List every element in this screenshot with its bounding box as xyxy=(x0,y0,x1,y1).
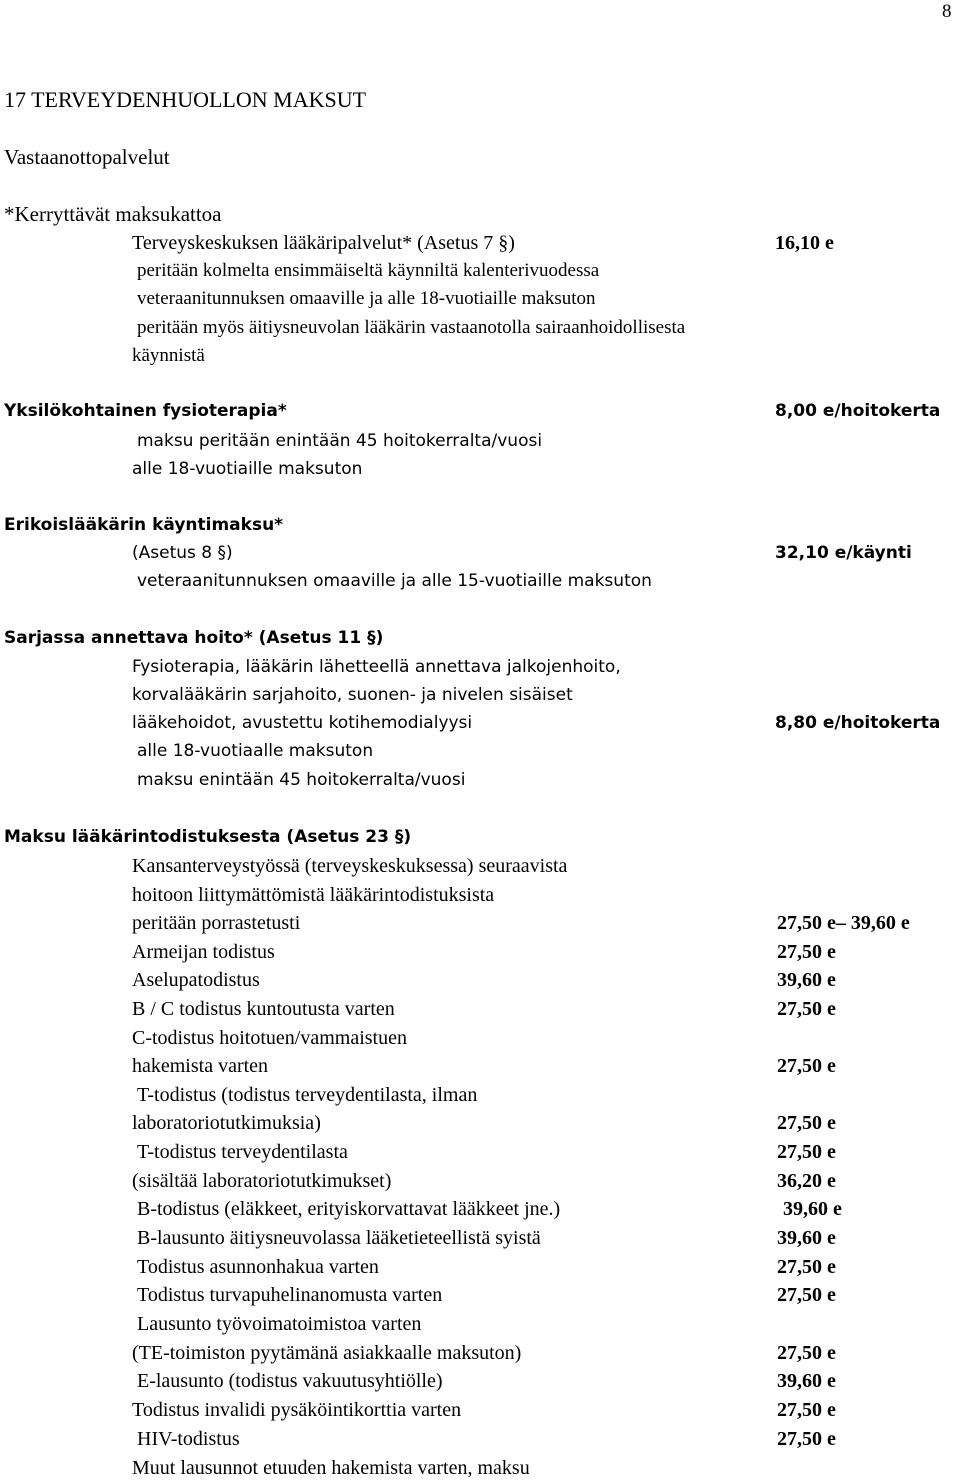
specialist-note: veteraanitunnuksen omaaville ja alle 15-vuotiaille maksuton xyxy=(137,571,652,591)
subtitle: Vastaanottopalvelut xyxy=(4,145,170,169)
cert-row-text: Armeijan todistus xyxy=(132,941,275,963)
doctor-note-1: peritään kolmelta ensimmäiseltä käynniltä kalenterivuodessa xyxy=(137,260,600,281)
specialist-label: Erikoislääkärin käyntimaksu* xyxy=(4,515,284,535)
serial-note-4: alle 18-vuotiaalle maksuton xyxy=(137,741,374,761)
cert-row-text: Aselupatodistus xyxy=(132,969,260,991)
cert-row-text: C-todistus hoitotuen/vammaistuen xyxy=(132,1027,407,1049)
cert-row-text: Lausunto työvoimatoimistoa varten xyxy=(137,1313,422,1335)
cert-row-text: (sisältää laboratoriotutkimukset) xyxy=(132,1170,392,1192)
cert-row-price: 39,60 e xyxy=(783,1198,842,1220)
serial-note-1: Fysioterapia, lääkärin lähetteellä annettava jalkojenhoito, xyxy=(132,657,621,677)
cert-row-price: 27,50 e xyxy=(777,1055,836,1077)
cert-row-text: Kansanterveystyössä (terveyskeskuksessa) seuraavista xyxy=(132,855,568,877)
cert-row-price: 27,50 e xyxy=(777,1428,836,1450)
serial-note-3: lääkehoidot, avustettu kotihemodialyysi xyxy=(132,713,473,733)
doctor-note-2: veteraanitunnuksen omaaville ja alle 18-vuotiaille maksuton xyxy=(137,288,596,309)
doctor-note-3: peritään myös äitiysneuvolan lääkärin vastaanotolla sairaanhoidollisesta xyxy=(137,317,686,338)
cert-row-price: 27,50 e xyxy=(777,998,836,1020)
cert-row-text: hoitoon liittymättömistä lääkärintodistuksista xyxy=(132,884,495,906)
cert-row-text: B / C todistus kuntoutusta varten xyxy=(132,998,395,1020)
cert-row-text: E-lausunto (todistus vakuutusyhtiölle) xyxy=(137,1370,443,1392)
cert-row-price: 39,60 e xyxy=(777,969,836,991)
cert-row-text: HIV-todistus xyxy=(137,1428,240,1450)
cert-row-text: Todistus asunnonhakua varten xyxy=(137,1256,379,1278)
cert-row-text: B-lausunto äitiysneuvolassa lääketieteellistä syistä xyxy=(137,1227,541,1249)
cert-row-price: 27,50 e xyxy=(777,941,836,963)
cert-row-text: Todistus invalidi pysäköintikorttia varten xyxy=(132,1399,462,1421)
cert-row-price: 27,50 e xyxy=(777,1399,836,1421)
cert-row-price: 39,60 e xyxy=(777,1370,836,1392)
cert-row-text: T-todistus terveydentilasta xyxy=(137,1141,348,1163)
serial-price: 8,80 e/hoitokerta xyxy=(775,713,941,733)
cert-row-text: Todistus turvapuhelinanomusta varten xyxy=(137,1284,443,1306)
cert-row-price: 27,50 e– 39,60 e xyxy=(777,912,910,934)
cert-row-price: 27,50 e xyxy=(777,1284,836,1306)
doctor-fee-label xyxy=(132,233,515,253)
cert-row-text: peritään porrastetusti xyxy=(132,912,301,934)
specialist-price: 32,10 e/käynti xyxy=(775,543,912,563)
specialist-ref: (Asetus 8 §) xyxy=(132,543,233,563)
physio-price: 8,00 e/hoitokerta xyxy=(775,401,941,421)
cert-row-text: hakemista varten xyxy=(132,1055,269,1077)
section-title: 17 TERVEYDENHUOLLON MAKSUT xyxy=(4,87,367,112)
physio-note-2: alle 18-vuotiaille maksuton xyxy=(132,459,363,479)
cert-row-price: 27,50 e xyxy=(777,1256,836,1278)
cert-row-price: 27,50 e xyxy=(777,1112,836,1134)
page-number: 8 xyxy=(942,1,952,22)
doctor-fee-price: 16,10 e xyxy=(775,232,834,254)
physio-label: Yksilökohtainen fysioterapia* xyxy=(4,401,287,421)
serial-note-2: korvalääkärin sarjahoito, suonen- ja nivelen sisäiset xyxy=(132,685,573,705)
cap-heading: *Kerryttävät maksukattoa xyxy=(4,202,222,226)
cert-row-text: T-todistus (todistus terveydentilasta, ilman xyxy=(137,1084,478,1106)
cert-row-text: laboratoriotutkimuksia) xyxy=(132,1112,321,1134)
cert-row-price: 27,50 e xyxy=(777,1141,836,1163)
physio-note-1: maksu peritään enintään 45 hoitokerralta/vuosi xyxy=(137,431,543,451)
cert-row-price: 39,60 e xyxy=(777,1227,836,1249)
cert-row-text: B-todistus (eläkkeet, erityiskorvattavat lääkkeet jne.) xyxy=(137,1198,561,1220)
certificates-heading: Maksu lääkärintodistuksesta (Asetus 23 §) xyxy=(4,827,412,847)
cert-row-text: Muut lausunnot etuuden hakemista varten, maksu xyxy=(132,1457,530,1479)
doctor-note-4: käynnistä xyxy=(132,345,205,366)
cert-row-price: 27,50 e xyxy=(777,1342,836,1364)
serial-note-5: maksu enintään 45 hoitokerralta/vuosi xyxy=(137,770,466,790)
doctor-fee-ref: (Asetus 7 §) xyxy=(412,232,515,254)
cert-row-text: (TE-toimiston pyytämänä asiakkaalle maksuton) xyxy=(132,1342,522,1364)
cert-row-price: 36,20 e xyxy=(777,1170,836,1192)
serial-label: Sarjassa annettava hoito* (Asetus 11 §) xyxy=(4,628,384,648)
doctor-fee-name: Terveyskeskuksen lääkäripalvelut* xyxy=(132,232,413,254)
